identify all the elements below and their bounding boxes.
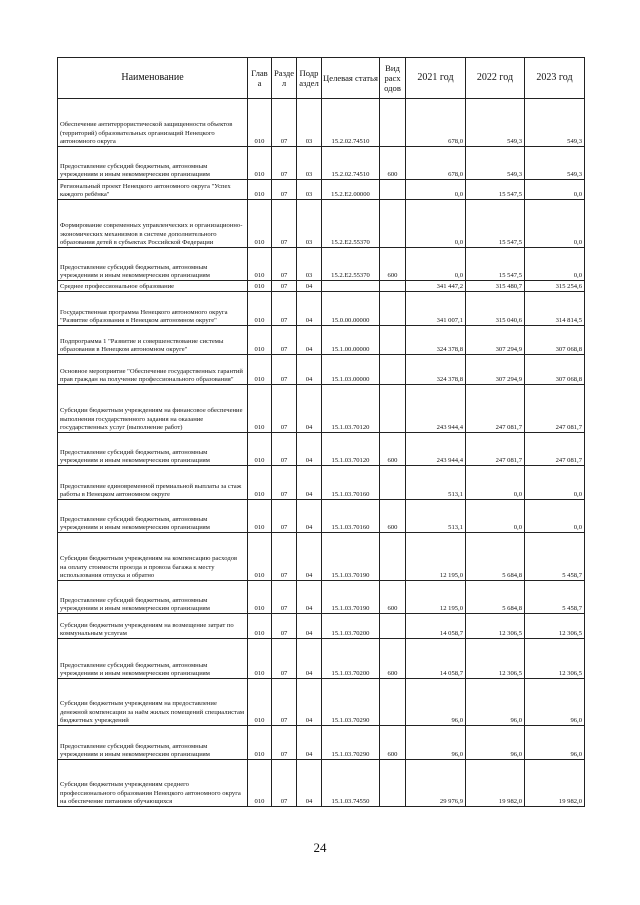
- row-article: 15.1.03.70290: [322, 679, 380, 726]
- row-vid: [380, 679, 406, 726]
- row-glava: 010: [248, 581, 272, 614]
- row-2022: 307 294,9: [466, 355, 525, 385]
- row-article: 15.1.03.70160: [322, 500, 380, 533]
- row-podrazdel: 04: [297, 614, 322, 639]
- row-razdel: 07: [272, 292, 297, 326]
- row-razdel: 07: [272, 326, 297, 355]
- table-row: [58, 533, 585, 581]
- row-name: Предоставление субсидий бюджетным, автономным учреждениям и иным некоммерческим организациям: [58, 500, 248, 533]
- row-2023: 549,3: [525, 99, 585, 147]
- row-name: Субсидии бюджетным учреждениям среднего профессионального образования Ненецкого автономного округа на обеспечение питанием обучающихся: [58, 760, 248, 807]
- table-row: [58, 385, 585, 433]
- table-row: [58, 433, 585, 466]
- row-article: 15.2.02.74510: [322, 99, 380, 147]
- row-vid: 600: [380, 248, 406, 281]
- table-row: [58, 147, 585, 180]
- row-article: 15.2.E2.00000: [322, 180, 380, 200]
- table-row: [58, 248, 585, 281]
- row-2021: 513,1: [406, 500, 466, 533]
- row-podrazdel: 04: [297, 679, 322, 726]
- row-glava: 010: [248, 281, 272, 292]
- budget-table: [57, 57, 585, 807]
- row-podrazdel: 04: [297, 466, 322, 500]
- row-vid: [380, 180, 406, 200]
- row-2023: 12 306,5: [525, 614, 585, 639]
- row-name: Субсидии бюджетным учреждениям на финансовое обеспечение выполнения государственного задания на оказание государственных услуг (выполнение работ): [58, 385, 248, 433]
- row-2021: 14 058,7: [406, 639, 466, 679]
- row-name: Субсидии бюджетным учреждениям на предоставление денежной компенсации за наём жилых помещений специалистам бюджетных учреждений: [58, 679, 248, 726]
- row-vid: [380, 326, 406, 355]
- row-2021: 14 058,7: [406, 614, 466, 639]
- row-2023: 19 982,0: [525, 760, 585, 807]
- row-2023: 0,0: [525, 200, 585, 248]
- row-name: Формирование современных управленческих и организационно-экономических механизмов в системе дополнительного образования детей в субъектах Российской Федерации: [58, 200, 248, 248]
- row-2022: 247 081,7: [466, 433, 525, 466]
- row-vid: 600: [380, 726, 406, 760]
- row-vid: [380, 385, 406, 433]
- table-row: [58, 326, 585, 355]
- row-article: 15.1.03.70200: [322, 614, 380, 639]
- row-razdel: 07: [272, 433, 297, 466]
- row-name: Субсидии бюджетным учреждениям на компенсацию расходов на оплату стоимости проезда и провоза багажа к месту использования отпуска и обратно: [58, 533, 248, 581]
- row-2023: 0,0: [525, 248, 585, 281]
- row-2021: 324 378,8: [406, 355, 466, 385]
- row-article: 15.1.03.70120: [322, 385, 380, 433]
- row-podrazdel: 04: [297, 385, 322, 433]
- header-podrazdel: Подр аздел: [297, 58, 322, 99]
- row-2023: 0,0: [525, 466, 585, 500]
- row-podrazdel: 03: [297, 147, 322, 180]
- header-2021: 2021 год: [406, 58, 466, 99]
- row-glava: 010: [248, 292, 272, 326]
- table-row: [58, 500, 585, 533]
- row-glava: 010: [248, 99, 272, 147]
- row-name: Основное мероприятие "Обеспечение государственных гарантий прав граждан на получение профессионального образования": [58, 355, 248, 385]
- row-razdel: 07: [272, 679, 297, 726]
- row-2023: 5 458,7: [525, 581, 585, 614]
- row-glava: 010: [248, 679, 272, 726]
- row-razdel: 07: [272, 248, 297, 281]
- row-glava: 010: [248, 433, 272, 466]
- header-glava: Глав а: [248, 58, 272, 99]
- row-name: Среднее профессиональное образование: [58, 281, 248, 292]
- row-2023: 314 814,5: [525, 292, 585, 326]
- row-glava: 010: [248, 180, 272, 200]
- row-vid: [380, 614, 406, 639]
- row-vid: 600: [380, 433, 406, 466]
- row-podrazdel: 03: [297, 180, 322, 200]
- row-vid: [380, 99, 406, 147]
- row-2021: 96,0: [406, 726, 466, 760]
- row-glava: 010: [248, 385, 272, 433]
- row-2022: 307 294,9: [466, 326, 525, 355]
- row-razdel: 07: [272, 147, 297, 180]
- row-2021: 12 195,0: [406, 533, 466, 581]
- row-podrazdel: 04: [297, 760, 322, 807]
- row-vid: [380, 533, 406, 581]
- row-vid: 600: [380, 500, 406, 533]
- row-vid: [380, 355, 406, 385]
- row-article: 15.2.02.74510: [322, 147, 380, 180]
- row-glava: 010: [248, 147, 272, 180]
- row-2022: 12 306,5: [466, 614, 525, 639]
- row-2023: 0,0: [525, 500, 585, 533]
- row-article: 15.1.03.70120: [322, 433, 380, 466]
- row-2023: 96,0: [525, 726, 585, 760]
- header-razdel: Разде л: [272, 58, 297, 99]
- row-2021: 243 944,4: [406, 433, 466, 466]
- row-2023: 307 068,8: [525, 355, 585, 385]
- row-podrazdel: 04: [297, 326, 322, 355]
- row-2021: 678,0: [406, 147, 466, 180]
- row-razdel: 07: [272, 355, 297, 385]
- row-2021: 341 447,2: [406, 281, 466, 292]
- row-name: Предоставление субсидий бюджетным, автономным учреждениям и иным некоммерческим организациям: [58, 147, 248, 180]
- row-vid: 600: [380, 147, 406, 180]
- header-name: Наименование: [58, 58, 248, 99]
- row-2021: 12 195,0: [406, 581, 466, 614]
- row-podrazdel: 04: [297, 433, 322, 466]
- row-article: 15.2.E2.55370: [322, 200, 380, 248]
- row-2022: 15 547,5: [466, 180, 525, 200]
- row-2023: 247 081,7: [525, 385, 585, 433]
- row-razdel: 07: [272, 180, 297, 200]
- row-glava: 010: [248, 355, 272, 385]
- row-name: Предоставление субсидий бюджетным, автономным учреждениям и иным некоммерческим организациям: [58, 433, 248, 466]
- row-2022: 15 547,5: [466, 200, 525, 248]
- row-podrazdel: 03: [297, 248, 322, 281]
- table-row: [58, 99, 585, 147]
- row-vid: 600: [380, 581, 406, 614]
- row-name: Предоставление субсидий бюджетным, автономным учреждениям и иным некоммерческим организациям: [58, 248, 248, 281]
- row-2022: 549,3: [466, 147, 525, 180]
- page-number: 24: [313, 840, 327, 855]
- row-2022: 12 306,5: [466, 639, 525, 679]
- table-row: [58, 292, 585, 326]
- row-2022: 549,3: [466, 99, 525, 147]
- row-2021: 341 007,1: [406, 292, 466, 326]
- row-article: 15.1.03.70200: [322, 639, 380, 679]
- row-2021: 0,0: [406, 248, 466, 281]
- row-razdel: 07: [272, 500, 297, 533]
- row-2022: 5 684,8: [466, 581, 525, 614]
- row-razdel: 07: [272, 200, 297, 248]
- row-glava: 010: [248, 200, 272, 248]
- table-row: [58, 200, 585, 248]
- row-article: 15.1.03.70190: [322, 581, 380, 614]
- row-glava: 010: [248, 248, 272, 281]
- row-2022: 247 081,7: [466, 385, 525, 433]
- row-2022: 315 480,7: [466, 281, 525, 292]
- row-podrazdel: 04: [297, 355, 322, 385]
- row-vid: [380, 292, 406, 326]
- row-2021: 0,0: [406, 200, 466, 248]
- row-razdel: 07: [272, 760, 297, 807]
- header-vid: Вид расх одов: [380, 58, 406, 99]
- table-row: [58, 581, 585, 614]
- row-name: Предоставление единовременной премиальной выплаты за стаж работы в Ненецком автономном округе: [58, 466, 248, 500]
- row-article: 15.2.E2.55370: [322, 248, 380, 281]
- row-razdel: 07: [272, 581, 297, 614]
- table-row: [58, 614, 585, 639]
- row-2022: 0,0: [466, 500, 525, 533]
- row-vid: 600: [380, 639, 406, 679]
- row-podrazdel: 04: [297, 281, 322, 292]
- row-2023: 549,3: [525, 147, 585, 180]
- row-article: 15.1.00.00000: [322, 326, 380, 355]
- row-2022: 5 684,8: [466, 533, 525, 581]
- table-row: [58, 355, 585, 385]
- row-razdel: 07: [272, 281, 297, 292]
- row-2022: 96,0: [466, 726, 525, 760]
- row-podrazdel: 04: [297, 581, 322, 614]
- row-podrazdel: 04: [297, 500, 322, 533]
- row-podrazdel: 03: [297, 99, 322, 147]
- row-name: Обеспечение антитеррористической защищенности объектов (территорий) образовательных организаций Ненецкого автономного округа: [58, 99, 248, 147]
- row-2023: 12 306,5: [525, 639, 585, 679]
- row-glava: 010: [248, 326, 272, 355]
- row-article: 15.1.03.70290: [322, 726, 380, 760]
- row-podrazdel: 04: [297, 726, 322, 760]
- header-2023: 2023 год: [525, 58, 585, 99]
- table-row: [58, 639, 585, 679]
- row-podrazdel: 04: [297, 639, 322, 679]
- row-2021: 0,0: [406, 180, 466, 200]
- row-vid: [380, 200, 406, 248]
- row-2021: 513,1: [406, 466, 466, 500]
- row-razdel: 07: [272, 99, 297, 147]
- row-razdel: 07: [272, 533, 297, 581]
- table-row: [58, 180, 585, 200]
- row-2022: 96,0: [466, 679, 525, 726]
- row-name: Государственная программа Ненецкого автономного округа "Развитие образования в Ненецком автономном округе": [58, 292, 248, 326]
- row-article: 15.0.00.00000: [322, 292, 380, 326]
- row-2021: 29 976,9: [406, 760, 466, 807]
- table-row: [58, 281, 585, 292]
- row-razdel: 07: [272, 385, 297, 433]
- row-razdel: 07: [272, 726, 297, 760]
- row-vid: [380, 466, 406, 500]
- row-2023: 5 458,7: [525, 533, 585, 581]
- row-2023: 247 081,7: [525, 433, 585, 466]
- row-glava: 010: [248, 639, 272, 679]
- row-name: Региональный проект Ненецкого автономного округа "Успех каждого ребёнка": [58, 180, 248, 200]
- row-razdel: 07: [272, 614, 297, 639]
- row-2022: 15 547,5: [466, 248, 525, 281]
- row-name: Предоставление субсидий бюджетным, автономным учреждениям и иным некоммерческим организациям: [58, 726, 248, 760]
- header-row: [58, 58, 585, 99]
- row-2021: 243 944,4: [406, 385, 466, 433]
- row-2021: 678,0: [406, 99, 466, 147]
- row-name: Субсидии бюджетным учреждениям на возмещение затрат по коммунальным услугам: [58, 614, 248, 639]
- row-razdel: 07: [272, 466, 297, 500]
- row-glava: 010: [248, 533, 272, 581]
- row-article: 15.1.03.00000: [322, 355, 380, 385]
- row-name: Предоставление субсидий бюджетным, автономным учреждениям и иным некоммерческим организациям: [58, 639, 248, 679]
- row-podrazdel: 03: [297, 200, 322, 248]
- row-2023: 307 068,8: [525, 326, 585, 355]
- table-row: [58, 726, 585, 760]
- row-glava: 010: [248, 760, 272, 807]
- row-vid: [380, 760, 406, 807]
- row-razdel: 07: [272, 639, 297, 679]
- row-article: 15.1.03.70190: [322, 533, 380, 581]
- row-glava: 010: [248, 500, 272, 533]
- row-glava: 010: [248, 726, 272, 760]
- row-name: Предоставление субсидий бюджетным, автономным учреждениям и иным некоммерческим организациям: [58, 581, 248, 614]
- row-podrazdel: 04: [297, 292, 322, 326]
- row-2022: 0,0: [466, 466, 525, 500]
- row-article: 15.1.03.74550: [322, 760, 380, 807]
- row-2023: 315 254,6: [525, 281, 585, 292]
- row-podrazdel: 04: [297, 533, 322, 581]
- table-row: [58, 679, 585, 726]
- header-2022: 2022 год: [466, 58, 525, 99]
- header-article: Целевая статья: [322, 58, 380, 99]
- row-2023: 96,0: [525, 679, 585, 726]
- table-row: [58, 760, 585, 807]
- row-2021: 324 378,8: [406, 326, 466, 355]
- row-2022: 315 040,6: [466, 292, 525, 326]
- row-2021: 96,0: [406, 679, 466, 726]
- row-2023: 0,0: [525, 180, 585, 200]
- row-vid: [380, 281, 406, 292]
- row-glava: 010: [248, 466, 272, 500]
- row-2022: 19 982,0: [466, 760, 525, 807]
- row-article: 15.1.03.70160: [322, 466, 380, 500]
- row-glava: 010: [248, 614, 272, 639]
- table-row: [58, 466, 585, 500]
- row-name: Подпрограмма 1 "Развитие и совершенствование системы образования в Ненецком автономном округе": [58, 326, 248, 355]
- row-article: [322, 281, 380, 292]
